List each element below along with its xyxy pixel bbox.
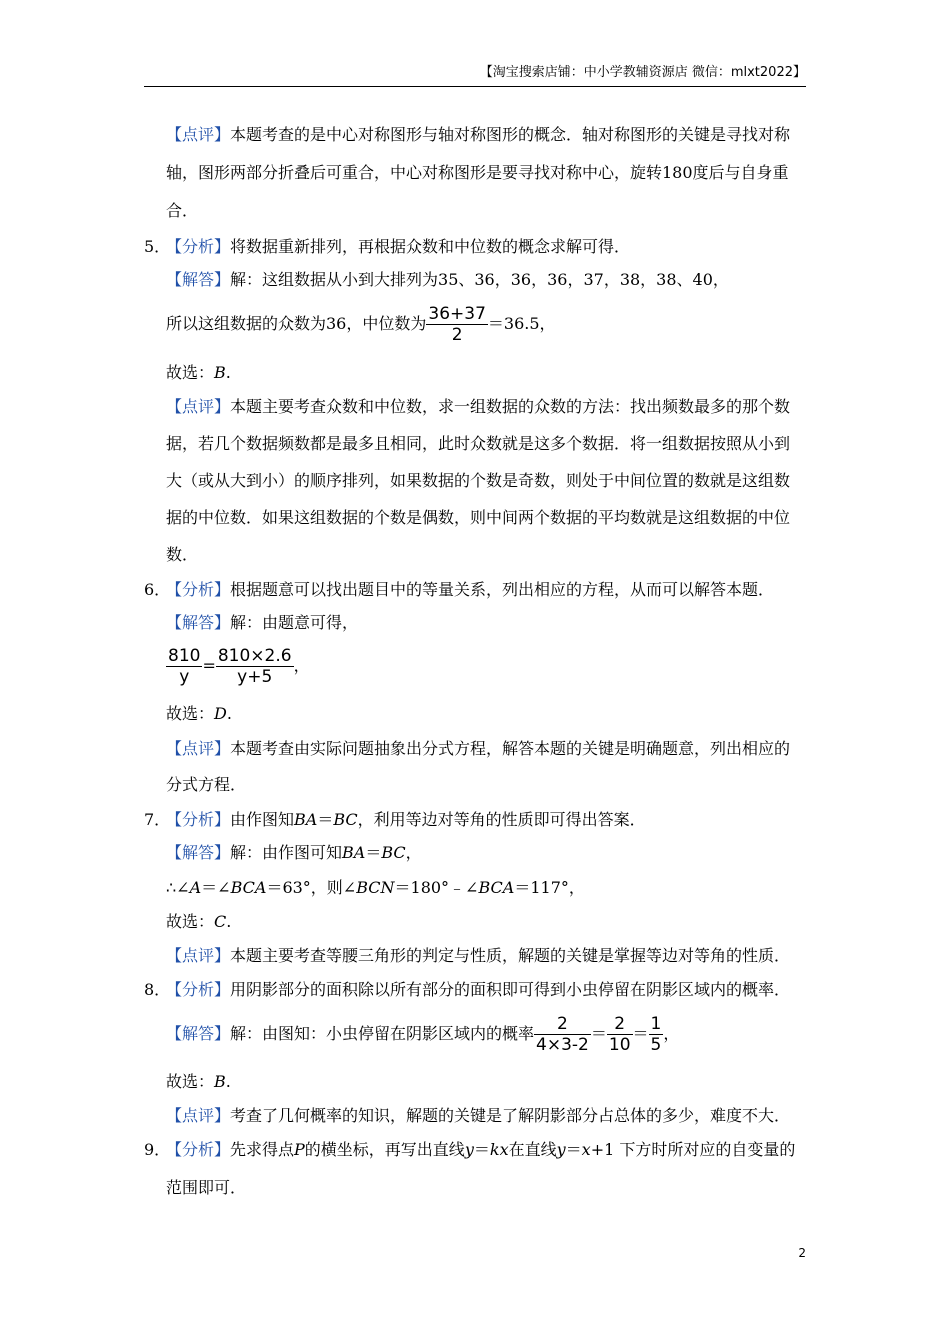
question-number: 7． [144,810,171,829]
fraction: $\frac{810\times 2.6}{y+5}$ [217,646,292,687]
comment-tag: 【点评】 [166,125,231,144]
comment-line: 据，若几个数据频数都是最多且相同，此时众数就是这多个数据．将一组数据按照从小到 [166,434,791,453]
choice-letter: C [214,912,227,931]
answer-tag: 【解答】 [166,613,231,632]
choice-letter: D [214,704,227,723]
answer-text: ＝36.5， [487,314,556,333]
choice-line: 故选：B. [166,1072,231,1091]
comment-tag: 【点评】 [166,1106,231,1125]
answer-text: 解：由题意可得， [230,613,359,632]
answer-line [166,613,358,633]
answer-text: 所以这组数据的众数为36，中位数为 [166,314,427,333]
answer-line [166,270,729,290]
analysis-line: 【分析】先求得点P的横坐标，再写出直线y＝kx在直线y＝x+1 下方时所对应的自变量的 [166,1140,796,1159]
answer-line: 【解答】解：由图知：小虫停留在阴影区域内的概率 $\frac{2}{4\times 3-2}$ ＝ $\frac{2}{10}$ ＝ $\frac{1}{5}$ ， [166,1014,680,1055]
choice-letter: B [214,1072,226,1091]
answer-tag: 【解答】 [166,1024,231,1043]
equation-line: $\frac{810}{y}$ = $\frac{810\times 2.6}{y+5}$ ， [168,646,310,687]
fraction-denominator: 2 [451,325,463,345]
comment-line: 数． [166,545,199,564]
choice-line: 故选：C. [166,912,232,931]
question-number: 9． [144,1140,171,1159]
comment-line: 轴，图形两部分折叠后可重合，中心对称图形是要寻找对称中心，旋转180度后与自身重 [166,163,789,182]
fraction: $\frac{2}{4\times 3-2}$ [536,1014,589,1055]
question-number: 8． [144,980,171,999]
fraction: $\frac{2}{10}$ [608,1014,631,1055]
answer-tag: 【解答】 [166,270,231,289]
answer-text: 解：这组数据从小到大排列为35、36，36，36，37，38，38、40， [230,270,729,289]
analysis-line [166,237,630,257]
analysis-tag: 【分析】 [166,810,231,829]
choice-letter: B [214,363,226,382]
analysis-text: 根据题意可以找出题目中的等量关系，列出相应的方程，从而可以解答本题． [230,580,775,599]
fraction: $\frac{810}{y}$ [168,646,201,687]
comment-line [166,397,790,417]
comment-line: 大（或从大到小）的顺序排列，如果数据的个数是奇数，则处于中间位置的数就是这组数 [166,471,791,490]
analysis-line [166,580,774,600]
choice-line: 故选：D. [166,704,232,723]
answer-line [166,304,556,345]
analysis-tag: 【分析】 [166,1140,231,1159]
comment-tag: 【点评】 [166,946,231,965]
analysis-tag: 【分析】 [166,580,231,599]
comment-line: 据的中位数．如果这组数据的个数是偶数，则中间两个数据的平均数就是这组数据的中位 [166,508,791,527]
comment-line: 分式方程． [166,775,247,794]
answer-line: ∴∠A＝∠BCA＝63°，则∠BCN＝180°﹣∠BCA＝117°， [166,878,585,897]
fraction-numerator: 36+37 [428,304,486,324]
page-number: 2 [798,1246,806,1260]
comment-line [166,125,790,145]
comment-line: 合． [166,201,199,220]
analysis-line: 范围即可． [166,1178,247,1197]
comment-line [166,946,790,966]
analysis-text: 用阴影部分的面积除以所有部分的面积即可得到小虫停留在阴影区域内的概率． [230,980,791,999]
analysis-tag: 【分析】 [166,237,231,256]
comment-tag: 【点评】 [166,739,231,758]
fraction [426,304,488,345]
analysis-text: 将数据重新排列，再根据众数和中位数的概念求解可得． [230,237,631,256]
answer-line: 【解答】解：由作图可知BA＝BC， [166,843,422,862]
analysis-line: 【分析】由作图知BA＝BC，利用等边对等角的性质即可得出答案． [166,810,646,829]
answer-tag: 【解答】 [166,843,231,862]
question-number: 6． [144,580,171,599]
comment-line [166,1106,790,1126]
page-header: 【淘宝搜索店铺：中小学教辅资源店 微信：mlxt2022】 [144,62,806,87]
analysis-tag: 【分析】 [166,980,231,999]
comment-text: 考查了几何概率的知识，解题的关键是了解阴影部分占总体的多少，难度不大． [230,1106,791,1125]
analysis-line [166,980,790,1000]
fraction: $\frac{1}{5}$ [650,1014,662,1055]
comment-tag: 【点评】 [166,397,231,416]
choice-line: 故选：B. [166,363,231,382]
comment-line [166,739,790,759]
comment-text: 本题主要考查众数和中位数，求一组数据的众数的方法：找出频数最多的那个数 [230,397,791,416]
comment-text: 本题主要考查等腰三角形的判定与性质，解题的关键是掌握等边对等角的性质． [230,946,791,965]
question-number: 5． [144,237,171,256]
comment-text: 本题考查由实际问题抽象出分式方程，解答本题的关键是明确题意，列出相应的 [230,739,791,758]
comment-text: 本题考查的是中心对称图形与轴对称图形的概念．轴对称图形的关键是寻找对称 [230,125,791,144]
